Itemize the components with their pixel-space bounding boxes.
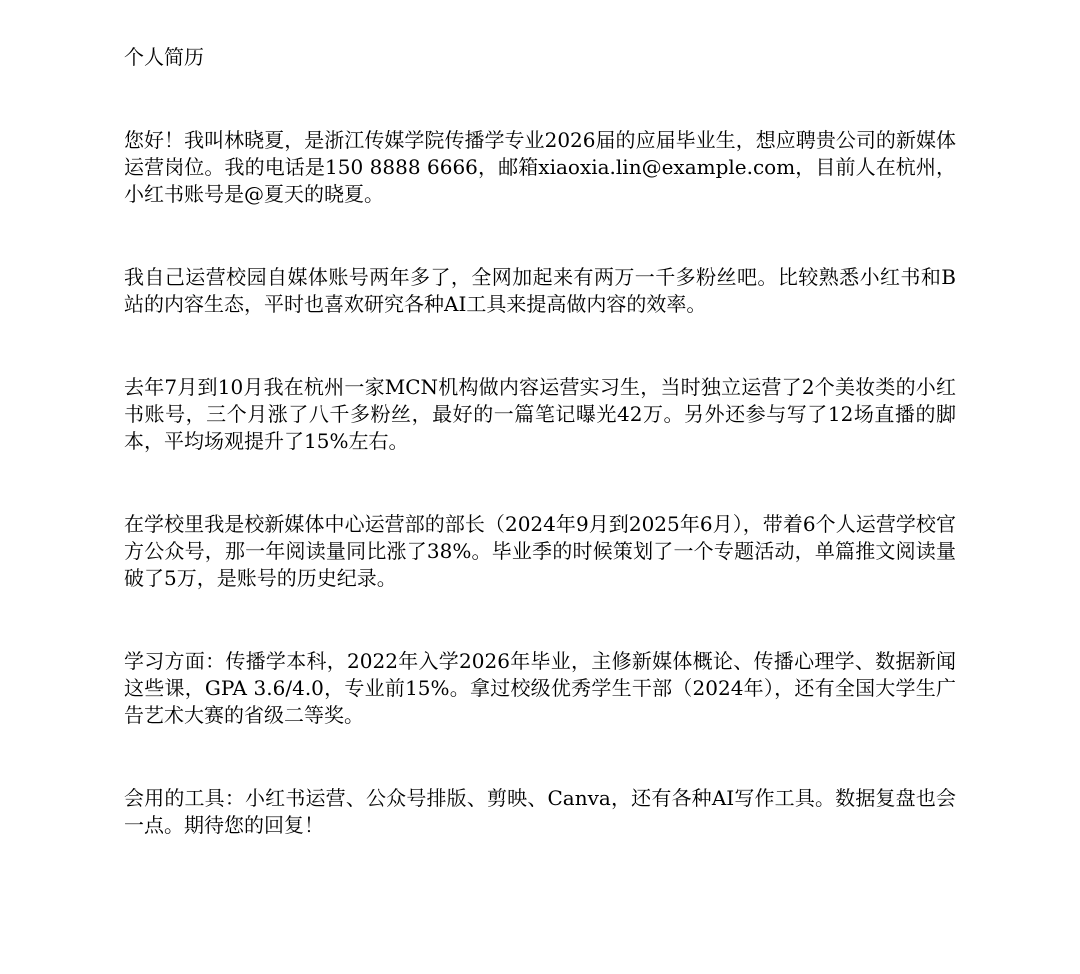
- resume-document: [124, 44, 956, 839]
- paragraph-campus-role: 在学校里我是校新媒体中心运营部的部长（2024年9月到2025年6月），带着6个人运营学校官方公众号，那一年阅读量同比涨了38%。毕业季的时候策划了一个专题活动，单篇推文阅读量破了5万，是账号的历史纪录。: [124, 512, 956, 590]
- paragraph-self-media: 我自己运营校园自媒体账号两年多了，全网加起来有两万一千多粉丝吧。比较熟悉小红书和B站的内容生态，平时也喜欢研究各种AI工具来提高做内容的效率。: [124, 265, 956, 316]
- document-title: 个人简历: [124, 45, 204, 69]
- paragraph-intro: 您好！我叫林晓夏，是浙江传媒学院传播学专业2026届的应届毕业生，想应聘贵公司的新媒体运营岗位。我的电话是150 8888 6666，邮箱xiaoxia.lin@example.com，目前人在杭州，小红书账号是@夏天的晓夏。: [124, 128, 956, 206]
- paragraph-tools: 会用的工具：小红书运营、公众号排版、剪映、Canva，还有各种AI写作工具。数据复盘也会一点。期待您的回复！: [124, 786, 956, 837]
- paragraph-education: 学习方面：传播学本科，2022年入学2026年毕业，主修新媒体概论、传播心理学、数据新闻这些课，GPA 3.6/4.0，专业前15%。拿过校级优秀学生干部（2024年），还有全国大学生广告艺术大赛的省级二等奖。: [124, 649, 956, 727]
- paragraph-internship: 去年7月到10月我在杭州一家MCN机构做内容运营实习生，当时独立运营了2个美妆类的小红书账号，三个月涨了八千多粉丝，最好的一篇笔记曝光42万。另外还参与写了12场直播的脚本，平均场观提升了15%左右。: [124, 375, 956, 453]
